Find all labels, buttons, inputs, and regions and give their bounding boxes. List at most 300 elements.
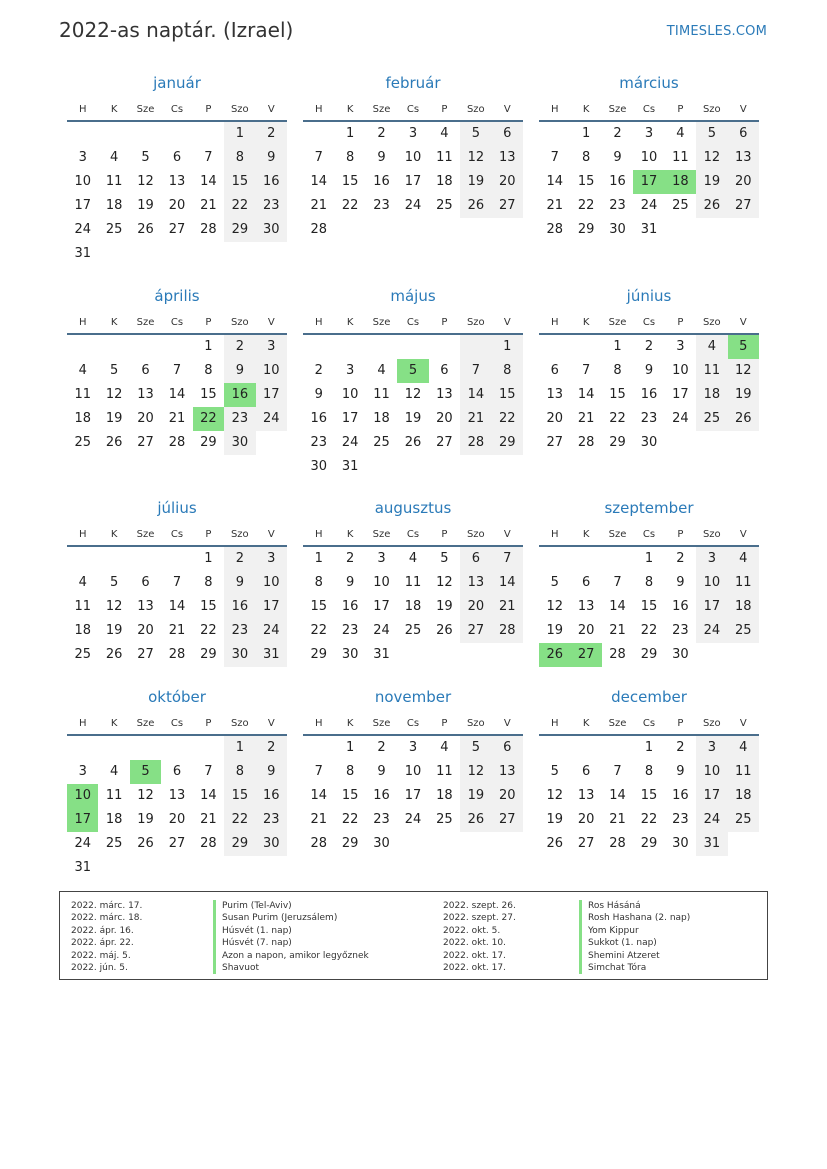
day-cell: 31 xyxy=(696,832,727,856)
day-cell: 9 xyxy=(256,760,287,784)
day-cell: 18 xyxy=(74,623,91,638)
day-cell: 25 xyxy=(105,222,123,237)
day-cell: 19 xyxy=(546,623,563,638)
day-cell: 25 xyxy=(74,647,91,662)
day-cell: 9 xyxy=(256,146,287,170)
month-name: augusztus xyxy=(374,499,452,517)
day-cell: 15 xyxy=(640,788,658,803)
day-grid xyxy=(67,122,287,266)
weekday-label: V xyxy=(267,103,275,115)
day-cell: 27 xyxy=(570,643,601,667)
day-cell: 6 xyxy=(492,736,523,760)
day-cell: 16 xyxy=(609,174,626,189)
day-cell: 20 xyxy=(492,784,523,808)
empty-cell xyxy=(539,736,570,760)
day-cell: 13 xyxy=(436,387,453,402)
day-cell: 17 xyxy=(256,595,287,619)
day-cell: 4 xyxy=(696,335,727,359)
day-cell: 5 xyxy=(109,575,119,590)
month-name: április xyxy=(154,287,200,305)
day-cell: 19 xyxy=(546,812,563,827)
day-cell: 4 xyxy=(440,126,449,141)
weekday-label: P xyxy=(677,528,684,540)
weekday-label: P xyxy=(441,528,448,540)
empty-cell xyxy=(696,643,727,667)
month-11 xyxy=(303,686,523,856)
site-link[interactable]: TIMESLES.COM xyxy=(666,24,767,39)
weekday-label: H xyxy=(78,103,87,115)
day-cell: 7 xyxy=(460,359,491,383)
empty-cell xyxy=(366,455,397,479)
day-cell: 6 xyxy=(460,547,491,571)
day-cell: 23 xyxy=(373,812,390,827)
day-cell: 20 xyxy=(728,170,759,194)
day-cell: 6 xyxy=(581,575,591,590)
day-cell: 14 xyxy=(168,387,186,402)
day-cell: 30 xyxy=(341,647,359,662)
day-cell: 30 xyxy=(310,459,327,474)
weekday-label: Sze xyxy=(372,316,391,328)
day-cell: 4 xyxy=(408,551,418,566)
day-cell: 6 xyxy=(172,764,182,779)
month-4 xyxy=(67,285,287,455)
empty-cell xyxy=(98,122,129,146)
day-cell: 28 xyxy=(310,836,327,851)
empty-cell xyxy=(429,832,460,856)
day-cell: 26 xyxy=(696,194,727,218)
day-cell: 20 xyxy=(168,812,186,827)
weekday-label: H xyxy=(78,717,87,729)
day-cell: 13 xyxy=(460,571,491,595)
weekday-header xyxy=(539,313,759,331)
weekday-label: Sze xyxy=(372,103,391,115)
day-cell: 5 xyxy=(550,764,559,779)
day-cell: 7 xyxy=(172,363,182,378)
day-grid xyxy=(67,335,287,455)
weekday-label: Sze xyxy=(608,103,627,115)
weekday-label: Szo xyxy=(702,103,721,115)
empty-cell xyxy=(366,218,397,242)
day-cell: 16 xyxy=(373,788,390,803)
day-cell: 7 xyxy=(204,764,213,779)
day-cell: 11 xyxy=(404,575,422,590)
day-cell: 29 xyxy=(577,222,595,237)
weekday-label: Cs xyxy=(170,528,184,540)
day-cell: 30 xyxy=(224,643,255,667)
day-cell: 10 xyxy=(696,571,727,595)
day-cell: 15 xyxy=(224,170,255,194)
weekday-label: P xyxy=(677,717,684,729)
month-name: május xyxy=(390,287,436,305)
day-cell: 10 xyxy=(640,150,658,165)
month-2 xyxy=(303,72,523,242)
day-cell: 16 xyxy=(672,599,689,614)
page-title: 2022-as naptár. (Izrael) xyxy=(59,18,294,42)
day-cell: 13 xyxy=(577,599,595,614)
month-name: október xyxy=(148,688,206,706)
weekday-label: V xyxy=(503,103,511,115)
weekday-header xyxy=(67,100,287,118)
legend-date: 2022. jún. 5. xyxy=(71,962,128,973)
day-grid xyxy=(303,335,523,479)
weekday-label: K xyxy=(110,528,118,540)
weekday-label: K xyxy=(110,717,118,729)
day-cell: 14 xyxy=(492,571,523,595)
day-cell: 11 xyxy=(74,599,91,614)
weekday-label: H xyxy=(314,717,323,729)
day-cell: 3 xyxy=(377,551,386,566)
day-cell: 17 xyxy=(373,599,390,614)
empty-cell xyxy=(429,335,460,359)
weekday-label: H xyxy=(550,528,559,540)
day-cell: 6 xyxy=(440,363,449,378)
day-cell: 26 xyxy=(460,194,491,218)
month-name: március xyxy=(619,74,679,92)
day-cell: 1 xyxy=(581,126,591,141)
day-cell: 24 xyxy=(640,198,658,213)
legend-holiday-name: Simchat Tóra xyxy=(579,962,690,974)
day-cell: 6 xyxy=(141,363,150,378)
day-cell: 24 xyxy=(373,623,390,638)
day-grid xyxy=(303,547,523,667)
day-cell: 25 xyxy=(404,623,422,638)
day-cell: 30 xyxy=(373,836,390,851)
day-cell: 19 xyxy=(105,623,123,638)
day-cell: 31 xyxy=(640,222,658,237)
empty-cell xyxy=(728,643,759,667)
empty-cell xyxy=(460,832,491,856)
day-cell: 18 xyxy=(728,595,759,619)
day-cell: 8 xyxy=(581,150,591,165)
weekday-label: Cs xyxy=(406,717,420,729)
empty-cell xyxy=(130,335,161,359)
day-cell: 1 xyxy=(345,126,355,141)
legend-date: 2022. okt. 17. xyxy=(443,950,506,961)
day-cell: 26 xyxy=(105,435,123,450)
day-cell: 17 xyxy=(67,808,98,832)
empty-cell xyxy=(130,856,161,880)
weekday-label: Cs xyxy=(642,528,656,540)
day-cell: 17 xyxy=(672,387,689,402)
month-name: szeptember xyxy=(604,499,694,517)
day-cell: 31 xyxy=(74,860,91,875)
day-cell: 14 xyxy=(168,599,186,614)
empty-cell xyxy=(161,856,192,880)
day-cell: 22 xyxy=(224,194,255,218)
empty-cell xyxy=(460,218,491,242)
empty-cell xyxy=(366,335,397,359)
day-cell: 20 xyxy=(436,411,453,426)
day-cell: 25 xyxy=(728,619,759,643)
empty-cell xyxy=(334,218,365,242)
day-cell: 14 xyxy=(310,788,327,803)
empty-cell xyxy=(334,335,365,359)
day-cell: 9 xyxy=(676,575,685,590)
day-cell: 26 xyxy=(105,647,123,662)
day-cell: 10 xyxy=(74,174,91,189)
day-cell: 3 xyxy=(345,363,355,378)
day-cell: 17 xyxy=(256,383,287,407)
day-cell: 7 xyxy=(204,150,213,165)
day-cell: 25 xyxy=(74,435,91,450)
weekday-label: Szo xyxy=(466,528,485,540)
legend-holiday-name: Húsvét (1. nap) xyxy=(213,925,369,937)
day-cell: 3 xyxy=(644,126,654,141)
day-cell: 9 xyxy=(644,363,654,378)
day-cell: 23 xyxy=(672,812,689,827)
day-cell: 23 xyxy=(224,407,255,431)
weekday-label: K xyxy=(110,316,118,328)
day-cell: 11 xyxy=(105,174,123,189)
weekday-label: V xyxy=(739,103,747,115)
weekday-label: Sze xyxy=(136,316,155,328)
weekday-label: V xyxy=(739,316,747,328)
day-cell: 16 xyxy=(256,170,287,194)
month-1 xyxy=(67,72,287,266)
weekday-header xyxy=(303,100,523,118)
day-cell: 28 xyxy=(609,647,626,662)
legend-holiday-name: Húsvét (7. nap) xyxy=(213,937,369,949)
day-cell: 11 xyxy=(74,387,91,402)
weekday-label: Szo xyxy=(702,316,721,328)
month-name: december xyxy=(611,688,687,706)
empty-cell xyxy=(161,547,192,571)
day-cell: 22 xyxy=(640,623,658,638)
empty-cell xyxy=(130,242,161,266)
day-cell: 12 xyxy=(728,359,759,383)
day-cell: 2 xyxy=(613,126,622,141)
day-cell: 10 xyxy=(696,760,727,784)
day-cell: 20 xyxy=(546,411,563,426)
day-cell: 8 xyxy=(492,359,523,383)
day-cell: 20 xyxy=(137,411,154,426)
day-cell: 18 xyxy=(404,599,422,614)
weekday-label: Cs xyxy=(406,316,420,328)
day-cell: 23 xyxy=(373,198,390,213)
day-cell: 20 xyxy=(577,812,595,827)
weekday-label: Szo xyxy=(230,717,249,729)
day-cell: 29 xyxy=(640,836,658,851)
weekday-label: P xyxy=(677,316,684,328)
day-cell: 29 xyxy=(492,431,523,455)
day-cell: 1 xyxy=(644,551,654,566)
day-cell: 10 xyxy=(672,363,689,378)
empty-cell xyxy=(570,736,601,760)
day-cell: 19 xyxy=(137,198,154,213)
day-cell: 1 xyxy=(204,339,213,354)
day-cell: 6 xyxy=(492,122,523,146)
day-cell: 19 xyxy=(404,411,422,426)
day-cell: 10 xyxy=(341,387,359,402)
day-cell: 26 xyxy=(436,623,453,638)
day-cell: 16 xyxy=(341,599,359,614)
legend-holiday-name: Shemini Atzeret xyxy=(579,950,690,962)
empty-cell xyxy=(397,643,428,667)
legend-holiday-name: Sukkot (1. nap) xyxy=(579,937,690,949)
day-cell: 8 xyxy=(644,575,654,590)
day-cell: 2 xyxy=(345,551,355,566)
day-cell: 26 xyxy=(137,836,154,851)
day-grid xyxy=(67,547,287,667)
day-cell: 3 xyxy=(696,736,727,760)
day-cell: 11 xyxy=(105,788,123,803)
day-cell: 27 xyxy=(546,435,563,450)
day-cell: 22 xyxy=(193,407,224,431)
weekday-label: K xyxy=(346,528,354,540)
empty-cell xyxy=(256,431,287,455)
weekday-label: Szo xyxy=(466,316,485,328)
day-cell: 4 xyxy=(109,764,119,779)
day-cell: 31 xyxy=(74,246,91,261)
empty-cell xyxy=(224,242,255,266)
month-9 xyxy=(539,497,759,667)
empty-cell xyxy=(67,736,98,760)
day-cell: 19 xyxy=(696,170,727,194)
day-cell: 26 xyxy=(546,836,563,851)
weekday-label: H xyxy=(550,316,559,328)
weekday-label: K xyxy=(110,103,118,115)
empty-cell xyxy=(570,547,601,571)
month-10 xyxy=(67,686,287,880)
legend-dates-right xyxy=(443,900,516,974)
day-cell: 18 xyxy=(74,411,91,426)
empty-cell xyxy=(98,242,129,266)
empty-cell xyxy=(429,218,460,242)
day-cell: 11 xyxy=(728,760,759,784)
day-cell: 14 xyxy=(460,383,491,407)
empty-cell xyxy=(728,431,759,455)
day-cell: 27 xyxy=(137,435,154,450)
day-cell: 23 xyxy=(341,623,359,638)
day-cell: 4 xyxy=(728,736,759,760)
day-cell: 5 xyxy=(460,736,491,760)
day-cell: 12 xyxy=(105,599,123,614)
day-cell: 19 xyxy=(105,411,123,426)
day-cell: 24 xyxy=(74,222,91,237)
day-cell: 7 xyxy=(581,363,591,378)
legend-date: 2022. okt. 17. xyxy=(443,962,506,973)
day-cell: 17 xyxy=(74,198,91,213)
empty-cell xyxy=(492,218,523,242)
day-cell: 7 xyxy=(492,547,523,571)
day-cell: 10 xyxy=(256,571,287,595)
day-cell: 6 xyxy=(550,363,559,378)
weekday-label: V xyxy=(267,316,275,328)
day-cell: 14 xyxy=(200,788,217,803)
weekday-label: P xyxy=(205,316,212,328)
empty-cell xyxy=(130,736,161,760)
empty-cell xyxy=(256,856,287,880)
weekday-label: Sze xyxy=(608,717,627,729)
weekday-label: K xyxy=(346,717,354,729)
month-3 xyxy=(539,72,759,242)
day-cell: 2 xyxy=(377,740,386,755)
day-cell: 16 xyxy=(373,174,390,189)
weekday-label: H xyxy=(550,717,559,729)
weekday-label: Sze xyxy=(608,316,627,328)
day-cell: 16 xyxy=(256,784,287,808)
day-cell: 21 xyxy=(609,812,626,827)
day-cell: 19 xyxy=(728,383,759,407)
day-cell: 24 xyxy=(696,808,727,832)
weekday-label: H xyxy=(314,103,323,115)
day-cell: 1 xyxy=(644,740,654,755)
day-cell: 1 xyxy=(224,122,255,146)
day-cell: 13 xyxy=(168,174,186,189)
day-cell: 13 xyxy=(137,387,154,402)
day-cell: 14 xyxy=(546,174,563,189)
day-cell: 13 xyxy=(492,146,523,170)
day-cell: 7 xyxy=(314,150,323,165)
weekday-label: V xyxy=(503,717,511,729)
weekday-label: H xyxy=(314,316,323,328)
empty-cell xyxy=(492,643,523,667)
day-cell: 21 xyxy=(200,812,217,827)
day-cell: 8 xyxy=(204,363,213,378)
day-cell: 10 xyxy=(404,764,422,779)
day-cell: 28 xyxy=(460,431,491,455)
day-cell: 17 xyxy=(404,174,422,189)
day-cell: 22 xyxy=(492,407,523,431)
day-cell: 10 xyxy=(67,784,98,808)
empty-cell xyxy=(492,832,523,856)
day-cell: 22 xyxy=(310,623,327,638)
day-cell: 4 xyxy=(78,575,87,590)
weekday-label: K xyxy=(582,103,590,115)
day-cell: 2 xyxy=(377,126,386,141)
weekday-label: V xyxy=(739,528,747,540)
day-cell: 17 xyxy=(404,788,422,803)
empty-cell xyxy=(397,832,428,856)
empty-cell xyxy=(193,736,224,760)
day-cell: 28 xyxy=(310,222,327,237)
day-cell: 18 xyxy=(436,174,453,189)
day-cell: 12 xyxy=(460,146,491,170)
empty-cell xyxy=(602,736,633,760)
day-cell: 24 xyxy=(696,619,727,643)
day-cell: 5 xyxy=(696,122,727,146)
empty-cell xyxy=(539,122,570,146)
day-cell: 5 xyxy=(728,335,759,359)
day-cell: 4 xyxy=(728,547,759,571)
day-cell: 25 xyxy=(436,198,453,213)
day-cell: 3 xyxy=(676,339,685,354)
day-cell: 20 xyxy=(492,170,523,194)
day-cell: 21 xyxy=(310,812,327,827)
day-cell: 3 xyxy=(256,335,287,359)
weekday-label: V xyxy=(267,528,275,540)
day-cell: 3 xyxy=(256,547,287,571)
weekday-label: Cs xyxy=(642,103,656,115)
day-cell: 24 xyxy=(341,435,359,450)
weekday-label: Szo xyxy=(230,528,249,540)
weekday-label: P xyxy=(677,103,684,115)
day-cell: 31 xyxy=(373,647,390,662)
weekday-header xyxy=(539,714,759,732)
day-cell: 18 xyxy=(665,170,696,194)
day-cell: 26 xyxy=(404,435,422,450)
day-cell: 23 xyxy=(256,808,287,832)
day-cell: 15 xyxy=(640,599,658,614)
day-cell: 16 xyxy=(224,595,255,619)
day-cell: 18 xyxy=(105,198,123,213)
weekday-label: P xyxy=(441,717,448,729)
day-cell: 15 xyxy=(200,599,217,614)
day-cell: 18 xyxy=(436,788,453,803)
day-cell: 12 xyxy=(696,146,727,170)
empty-cell xyxy=(303,736,334,760)
weekday-label: Szo xyxy=(230,103,249,115)
